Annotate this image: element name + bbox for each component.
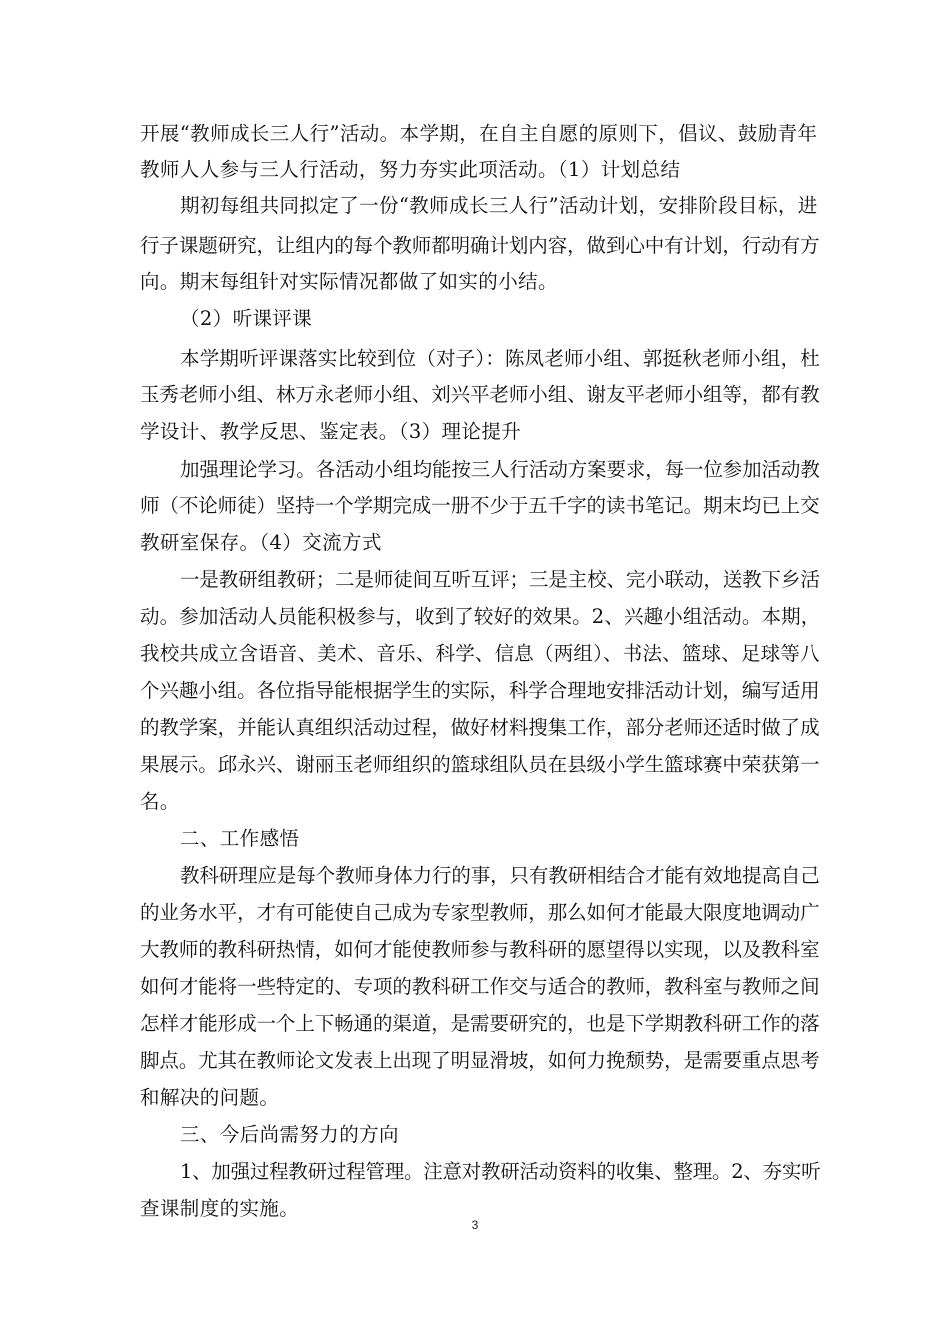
- text-line: 向。期末每组针对实际情况都做了如实的小结。: [140, 270, 558, 293]
- page-number: 3: [471, 1218, 479, 1232]
- text-line: 行子课题研究，让组内的每个教师都明确计划内容，做到心中有计划，行动有方: [140, 234, 820, 257]
- text-line: 一是教研组教研；二是师徒间互听互评；三是主校、完小联动，送教下乡活: [180, 568, 820, 591]
- text-line: 开展“教师成长三人行”活动。本学期，在自主自愿的原则下，倡议、鼓励青年: [140, 122, 818, 145]
- text-line: 教师人人参与三人行活动，努力夯实此项活动。（1）计划总结: [140, 158, 681, 181]
- text-line: 果展示。邱永兴、谢丽玉老师组织的篮球组队员在县级小学生篮球赛中荣获第一: [140, 753, 820, 776]
- text-line: 教科研理应是每个教师身体力行的事，只有教研相结合才能有效地提高自己: [180, 864, 820, 887]
- text-line: 学设计、教学反思、鉴定表。（3）理论提升: [140, 420, 522, 443]
- text-line: 的业务水平，才有可能使自己成为专家型教师，那么如何才能最大限度地调动广: [140, 901, 820, 924]
- text-line: 如何才能将一些特定的、专项的教科研工作交与适合的教师，教科室与教师之间: [140, 975, 820, 998]
- text-line: 的教学案，并能认真组织活动过程，做好材料搜集工作，部分老师还适时做了成: [140, 716, 820, 739]
- text-line: 师（不论师徒）坚持一个学期完成一册不少于五千字的读书笔记。期末均已上交: [140, 494, 820, 517]
- text-line: 教研室保存。（4）交流方式: [140, 531, 382, 554]
- text-line: 期初每组共同拟定了一份“教师成长三人行”活动计划，安排阶段目标，进: [180, 194, 818, 217]
- text-line: 1、加强过程教研过程管理。注意对教研活动资料的收集、整理。2、夯实听: [180, 1160, 821, 1183]
- section-heading: （2）听课评课: [180, 307, 313, 330]
- text-line: 名。: [140, 790, 180, 813]
- section-heading: 三、今后尚需努力的方向: [180, 1123, 399, 1146]
- text-line: 怎样才能形成一个上下畅通的渠道，是需要研究的，也是下学期教科研工作的落: [140, 1012, 820, 1035]
- text-line: 我校共成立含语音、美术、音乐、科学、信息（两组）、书法、篮球、足球等八: [140, 642, 820, 665]
- text-line: 加强理论学习。各活动小组均能按三人行活动方案要求，每一位参加活动教: [180, 458, 820, 481]
- text-line: 查课制度的实施。: [140, 1197, 300, 1220]
- text-line: 脚点。尤其在教师论文发表上出现了明显滑坡，如何力挽颓势，是需要重点思考: [140, 1049, 820, 1072]
- text-line: 玉秀老师小组、林万永老师小组、刘兴平老师小组、谢友平老师小组等，都有教: [140, 383, 820, 406]
- text-line: 大教师的教科研热情，如何才能使教师参与教科研的愿望得以实现，以及教科室: [140, 938, 820, 961]
- text-line: 个兴趣小组。各位指导能根据学生的实际，科学合理地安排活动计划，编写适用: [140, 679, 820, 702]
- text-line: 本学期听评课落实比较到位（对子）：陈凤老师小组、郭挺秋老师小组，杜: [180, 347, 820, 370]
- section-heading: 二、工作感悟: [180, 827, 300, 850]
- text-line: 和解决的问题。: [140, 1086, 280, 1109]
- text-line: 动。参加活动人员能积极参与，收到了较好的效果。2、兴趣小组活动。本期，: [140, 605, 821, 628]
